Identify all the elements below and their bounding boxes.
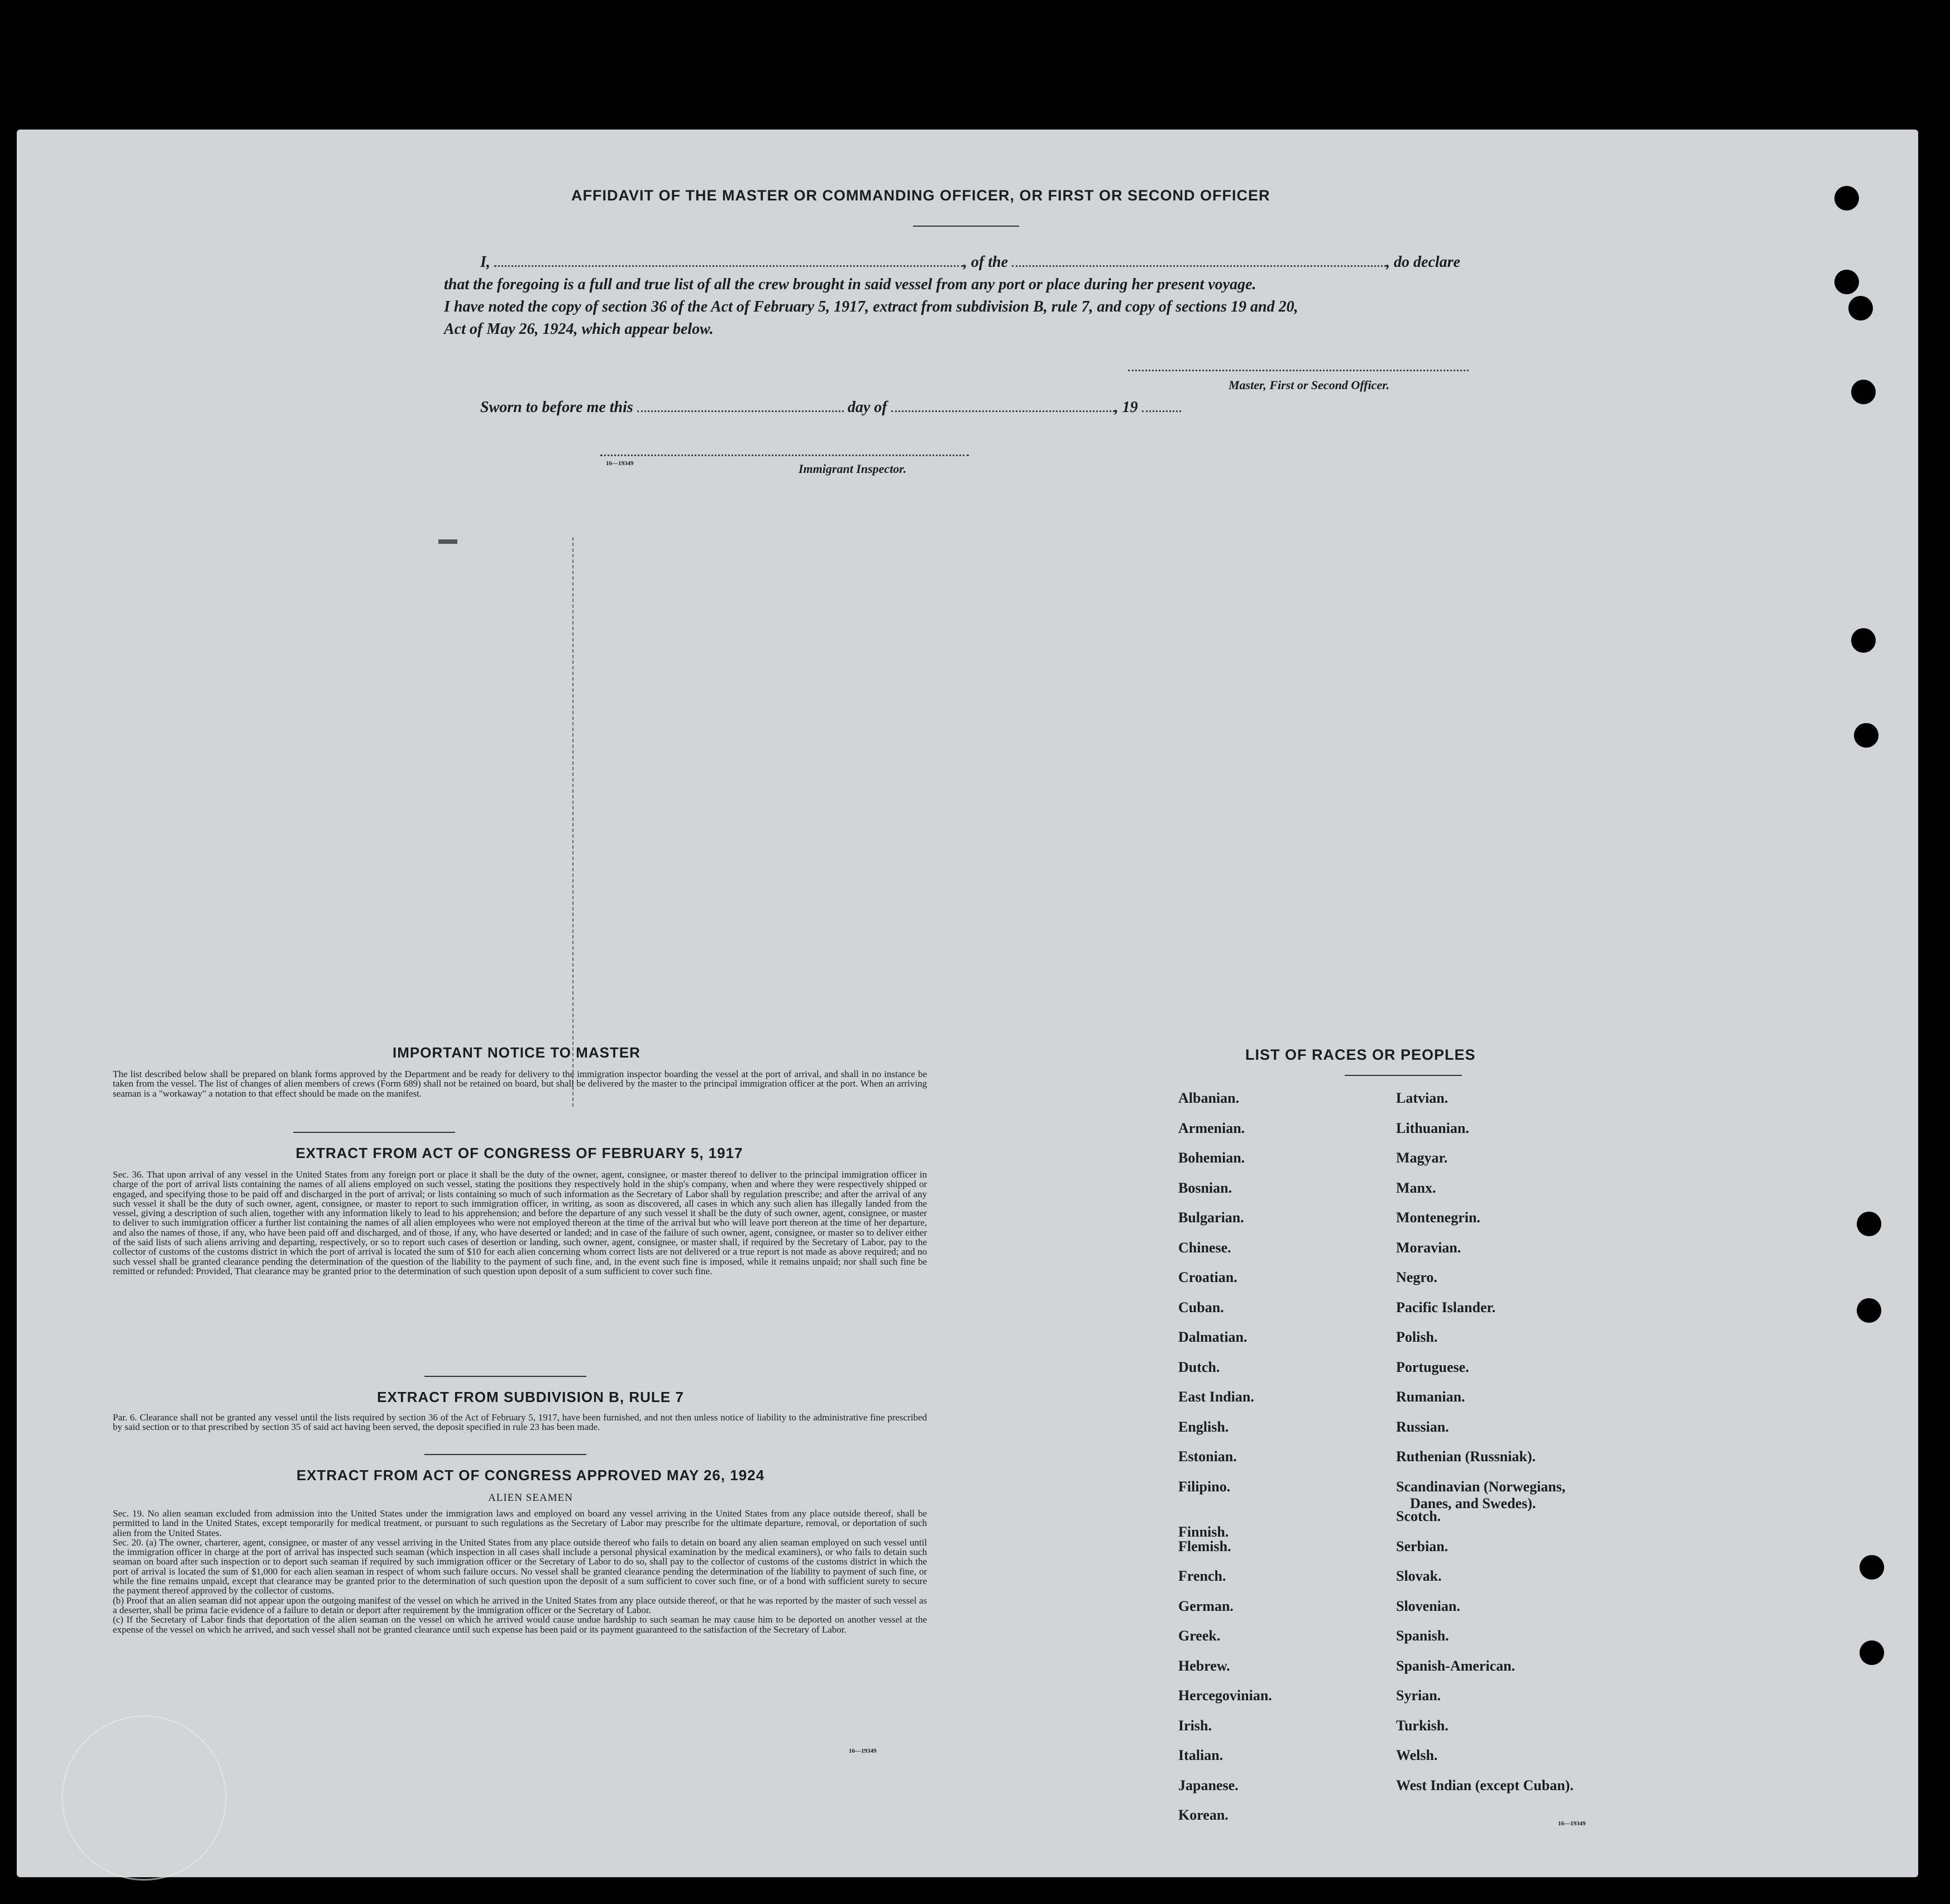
races-title: LIST OF RACES OR PEOPLES [1245, 1046, 1476, 1063]
race-item: Pacific Islander. [1396, 1299, 1496, 1315]
binder-hole [1857, 1212, 1881, 1236]
race-item: Magyar. [1396, 1150, 1448, 1166]
race-item: Danes, and Swedes). [1410, 1495, 1536, 1511]
name-blank[interactable] [494, 253, 963, 267]
fold-crease [572, 537, 573, 1107]
binder-hole [1834, 186, 1859, 211]
race-item: Greek. [1178, 1628, 1221, 1644]
affidavit-of-the: , of the [963, 253, 1009, 271]
extract-1924-body [113, 1509, 927, 1634]
title-underline [913, 226, 1019, 227]
race-item: Bohemian. [1178, 1150, 1245, 1166]
paper-smudge [438, 539, 457, 544]
race-item: Bulgarian. [1178, 1209, 1244, 1226]
section-20b: (b) Proof that an alien seaman did not appear upon the outgoing manifest of the vessel on which he arrived in the United States from any place outside thereof, or that he was reported by the master of such vessel as a deserter, shall be prima facie evidence of a failure to detain or deport after requirement by the immigration officer or the Secretary of Labor. [113, 1595, 927, 1615]
binder-hole [1860, 1640, 1884, 1665]
race-item: Rumanian. [1396, 1389, 1465, 1405]
affidavit-line-2: that the foregoing is a full and true list of all the crew brought in said vessel from any port or place during her present voyage. [444, 276, 1256, 293]
race-item: Bosnian. [1178, 1179, 1232, 1196]
year-blank[interactable] [1142, 398, 1181, 412]
binder-hole [1857, 1298, 1881, 1323]
race-item: Portuguese. [1396, 1358, 1469, 1375]
race-item: Flemish. [1178, 1538, 1231, 1554]
race-item: Slovak. [1396, 1568, 1442, 1584]
vessel-blank[interactable] [1012, 253, 1386, 267]
race-item: Finnish. [1178, 1524, 1229, 1540]
embossed-seal [61, 1715, 227, 1881]
section-19: Sec. 19. No alien seaman excluded from admission into the United States under the immigration laws and employed on board any vessel arriving in the United States from any place outside thereof, shall be permitted to land in the United States, except temporarily for medical treatment, or pursuant to such regulations as the Secretary of Labor may prescribe for the ultimate departure, removal, or deportation of such alien from the United States. [113, 1508, 927, 1538]
rule7-title: EXTRACT FROM SUBDIVISION B, RULE 7 [377, 1389, 684, 1405]
race-item: Moravian. [1396, 1239, 1461, 1256]
affidavit-title: AFFIDAVIT OF THE MASTER OR COMMANDING OFFICER, OR FIRST OR SECOND OFFICER [571, 187, 1270, 204]
binder-hole [1834, 270, 1859, 294]
month-blank[interactable] [891, 398, 1115, 412]
race-item: Croatian. [1178, 1269, 1237, 1285]
notice-text: The list described below shall be prepared on blank forms approved by the Department and be ready for delivery to the immigration inspector boarding the vessel at the port of arrival, and shall in no instance be taken from the vessel. The list of changes of alien members of crews (Form 689) shall not be retained on board, but shall be delivered by the master to the principal immigration officer at the port. When an arriving seaman is a "workaway" a notation to that effect should be made on the manifest. [113, 1069, 927, 1099]
document-page [17, 130, 1918, 1877]
race-item: Hercegovinian. [1178, 1687, 1272, 1704]
binder-hole [1851, 628, 1876, 653]
section-20c: (c) If the Secretary of Labor finds that deportation of the alien seaman on the vessel on which he arrived would cause undue hardship to such seaman he may cause him to be deported on another vessel at the expense of the vessel on which he arrived, and such vessel shall not be granted clearance until such expense has been paid or its payment guaranteed to the satisfaction of the Secretary of Labor. [113, 1614, 927, 1635]
affidavit-do-declare: , do declare [1386, 253, 1460, 271]
race-item: Chinese. [1178, 1239, 1231, 1256]
race-item: Scotch. [1396, 1508, 1441, 1524]
extract-1924-title: EXTRACT FROM ACT OF CONGRESS APPROVED MAY 26, 1924 [296, 1467, 765, 1484]
race-item: English. [1178, 1418, 1229, 1435]
race-item: Latvian. [1396, 1090, 1449, 1106]
master-caption: Master, First or Second Officer. [1229, 378, 1390, 392]
affidavit-line-4: Act of May 26, 1924, which appear below. [444, 320, 714, 338]
affidavit-i: I, [480, 253, 490, 271]
affidavit-line-3: I have noted the copy of section 36 of the Act of February 5, 1917, extract from subdivision B, rule 7, and copy of sections 19 and 20, [444, 298, 1298, 315]
race-item: Filipino. [1178, 1478, 1231, 1495]
rule7-divider [424, 1454, 586, 1455]
sworn-text: Sworn to before me this [480, 399, 633, 416]
race-item: Lithuanian. [1396, 1120, 1469, 1136]
race-item: Manx. [1396, 1179, 1436, 1196]
race-item: East Indian. [1178, 1389, 1254, 1405]
race-item: Irish. [1178, 1717, 1212, 1734]
race-item: Italian. [1178, 1747, 1223, 1763]
race-item: Armenian. [1178, 1120, 1245, 1136]
race-item: Hebrew. [1178, 1657, 1230, 1674]
race-item: Slovenian. [1396, 1597, 1460, 1614]
extract-1917-title: EXTRACT FROM ACT OF CONGRESS OF FEBRUARY 5, 1917 [295, 1145, 743, 1161]
inspector-caption: Immigrant Inspector. [799, 462, 907, 476]
rule7-text: Par. 6. Clearance shall not be granted any vessel until the lists required by section 36 of the Act of February 5, 1917, have been furnished, and not then unless notice of liability to the administrative fine prescribed by said section or to that prescribed by section 35 of said act having been served, the deposit specified in rule 23 has been made. [113, 1412, 927, 1433]
race-item: Dutch. [1178, 1358, 1220, 1375]
race-item: Syrian. [1396, 1687, 1441, 1704]
race-item: Dalmatian. [1178, 1329, 1248, 1345]
notice-title: IMPORTANT NOTICE TO MASTER [393, 1044, 641, 1061]
races-divider [1345, 1075, 1462, 1076]
race-item: Ruthenian (Russniak). [1396, 1448, 1536, 1465]
race-item: Japanese. [1178, 1777, 1239, 1793]
race-item: Serbian. [1396, 1538, 1449, 1554]
extract-form-number: 16—19349 [849, 1748, 877, 1754]
race-item: Cuban. [1178, 1299, 1224, 1315]
inspector-signature-line[interactable] [600, 455, 969, 456]
race-item: Montenegrin. [1396, 1209, 1480, 1226]
race-item: Estonian. [1178, 1448, 1237, 1465]
master-signature-line[interactable] [1128, 370, 1469, 371]
race-item: Polish. [1396, 1329, 1438, 1345]
race-item: Negro. [1396, 1269, 1437, 1285]
race-item: Russian. [1396, 1418, 1449, 1435]
affidavit-form-number: 16—19349 [606, 460, 634, 467]
extract-1917-text: Sec. 36. That upon arrival of any vessel in the United States from any foreign port or place it shall be the duty of the owner, agent, consignee, or master thereof to deliver to the principal immigration officer in charge of the port of arrival lists containing the names of all aliens employed on such vessel, stating the positions they respectively hold in the ship's company, when and where they were respectively shipped or engaged, and specifying those to be paid off and discharged in the port of arrival; or lists containing so much of such information as the Secretary of Labor shall by regulation prescribe; and after the arrival of any such vessel it shall be the duty of such owner, agent, consignee, or master to report to such immigration officer, in writing, as soon as discovered, all cases in which any such alien has illegally landed from the vessel, giving a description of such alien, together with any information likely to lead to his apprehension; and before the departure of any such vessel it shall be the duty of such owner, agent, consignee, or master to deliver to such immigration officer a further list containing the names of all alien employees who were not employed thereon at the time of the arrival but who will leave port thereon at the time of her departure, and also the names of those, if any, who have been paid off and discharged, and of those, if any, who have deserted or landed; and in case of the failure of such owner, agent, consignee, or master so to deliver either of the said lists of such aliens arriving and departing, respectively, or so to report such cases of desertion or landing, such owner, agent, consignee, or master shall, if required by the Secretary of Labor, pay to the collector of customs of the customs district in which the port of arrival is located the sum of $10 for each alien concerning whom correct lists are not delivered or a true report is not made as above required; and no such vessel shall be granted clearance pending the determination of the question of the liability to the payment of such fine, and, in the event such fine is imposed, while it remains unpaid; nor shall such fine be remitted or refunded: Provided, That clearance may be granted prior to the determination of such question upon deposit of a sum sufficient to cover such fine. [113, 1169, 927, 1276]
race-item: Turkish. [1396, 1717, 1449, 1734]
day-of-text: day of [847, 399, 887, 416]
race-item: Korean. [1178, 1807, 1229, 1823]
alien-seamen-subtitle: ALIEN SEAMEN [488, 1492, 573, 1504]
race-item: German. [1178, 1597, 1234, 1614]
races-form-number: 16—19349 [1558, 1820, 1586, 1827]
race-item: Welsh. [1396, 1747, 1438, 1763]
race-item: French. [1178, 1568, 1226, 1584]
day-blank[interactable] [637, 398, 844, 412]
year-text: , 19 [1114, 399, 1138, 416]
notice-divider [293, 1132, 455, 1133]
race-item: Spanish. [1396, 1628, 1449, 1644]
section-20a: Sec. 20. (a) The owner, charterer, agent, consignee, or master of any vessel arriving in the United States from any place outside thereof who fails to detain on board any alien seaman employed on such vessel until the immigration officer in charge at the port of arrival has inspected such seaman (which inspection in all cases shall include a personal physical examination by the medical examiners), or who fails to detain such seaman on board after such inspection or to deport such seaman if required by such immigration officer or the Secretary of Labor to do so, shall pay to the collector of customs of the customs district in which the port of arrival is located the sum of $1,000 for each alien seaman in respect of whom such failure occurs. No vessel shall be granted clearance pending the determination of the liability to payment of such fine, or while the fine remains unpaid, except that clearance may be granted prior to the determination of such question upon the deposit of a sum sufficient to cover such fine, or of a bond with sufficient surety to secure the payment thereof approved by the collector of customs. [113, 1537, 927, 1596]
race-item: Spanish-American. [1396, 1657, 1516, 1674]
race-item: Albanian. [1178, 1090, 1240, 1106]
race-item: West Indian (except Cuban). [1396, 1777, 1574, 1793]
affidavit-declaration-line [480, 251, 1513, 274]
sworn-line [480, 396, 1181, 419]
race-item: Scandinavian (Norwegians, [1396, 1478, 1566, 1495]
binder-hole [1848, 296, 1873, 320]
extract-1917-divider [424, 1376, 586, 1377]
binder-hole [1854, 723, 1879, 748]
binder-hole [1851, 380, 1876, 404]
binder-hole [1860, 1555, 1884, 1580]
